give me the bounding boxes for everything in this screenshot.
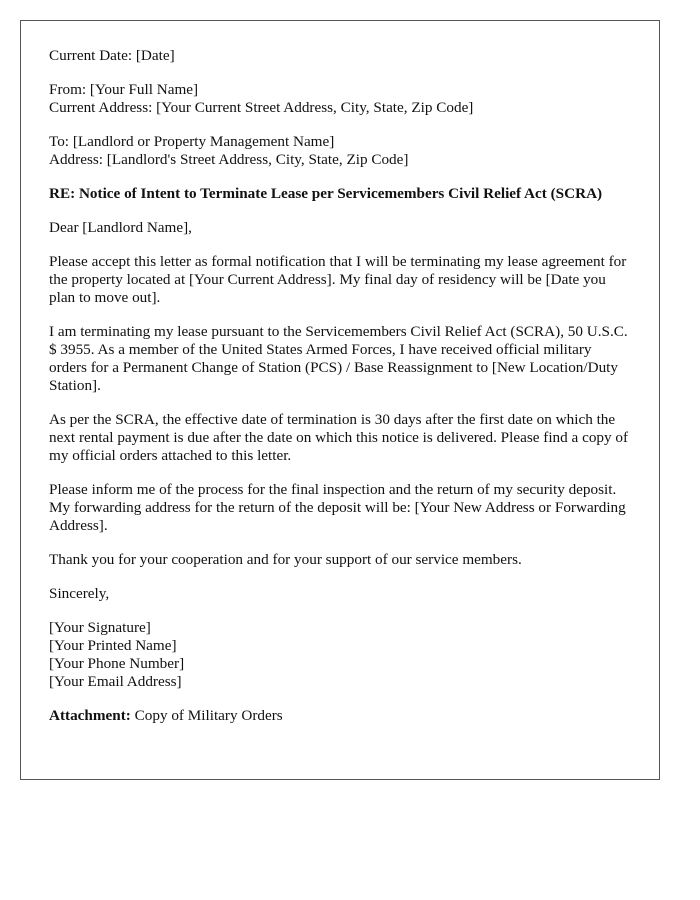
attachment-value: Copy of Military Orders — [130, 707, 283, 724]
printed-name-line: [Your Printed Name] — [49, 637, 177, 654]
body-paragraph-thanks: Thank you for your cooperation and for your support of our service members. — [49, 551, 522, 568]
subject-line: RE: Notice of Intent to Terminate Lease per Servicemembers Civil Relief Act (SCRA) — [49, 185, 603, 202]
salutation: Dear [Landlord Name], — [49, 219, 192, 236]
sender-name: From: [Your Full Name] — [49, 81, 199, 98]
letter-document — [20, 20, 660, 780]
body-paragraph-legal-basis: I am terminating my lease pursuant to the Servicemembers Civil Relief Act (SCRA), 50 U.S.C. $ 3955. As a member of the United States Armed Forces, I have received official military orders for a Permanent Change of Station (PCS) / Base Reassignment to [New Location/Duty Station]. — [49, 323, 628, 394]
closing: Sincerely, — [49, 585, 110, 602]
body-paragraph-intent: Please accept this letter as formal notification that I will be terminating my lease agreement for the property located at [Your Current Address]. My final day of residency will be [Date you plan to move out]. — [49, 253, 627, 306]
body-paragraph-deposit: Please inform me of the process for the final inspection and the return of my security deposit. My forwarding address for the return of the deposit will be: [Your New Address or Forwarding Address]. — [49, 481, 626, 534]
sender-address: Current Address: [Your Current Street Address, City, State, Zip Code] — [49, 99, 474, 116]
phone-line: [Your Phone Number] — [49, 655, 185, 672]
recipient-block — [49, 133, 631, 169]
recipient-address: Address: [Landlord's Street Address, City, State, Zip Code] — [49, 151, 409, 168]
sender-block — [49, 81, 631, 117]
current-date: Current Date: [Date] — [49, 47, 175, 64]
attachment-note — [49, 707, 631, 725]
body-paragraph-effective-date: As per the SCRA, the effective date of termination is 30 days after the first date on which the next rental payment is due after the date on which this notice is delivered. Please find a copy of my official orders attached to this letter. — [49, 411, 629, 464]
signature-block — [49, 619, 631, 691]
recipient-name: To: [Landlord or Property Management Name] — [49, 133, 335, 150]
signature-line: [Your Signature] — [49, 619, 151, 636]
email-line: [Your Email Address] — [49, 673, 182, 690]
attachment-label: Attachment: — [49, 707, 131, 724]
